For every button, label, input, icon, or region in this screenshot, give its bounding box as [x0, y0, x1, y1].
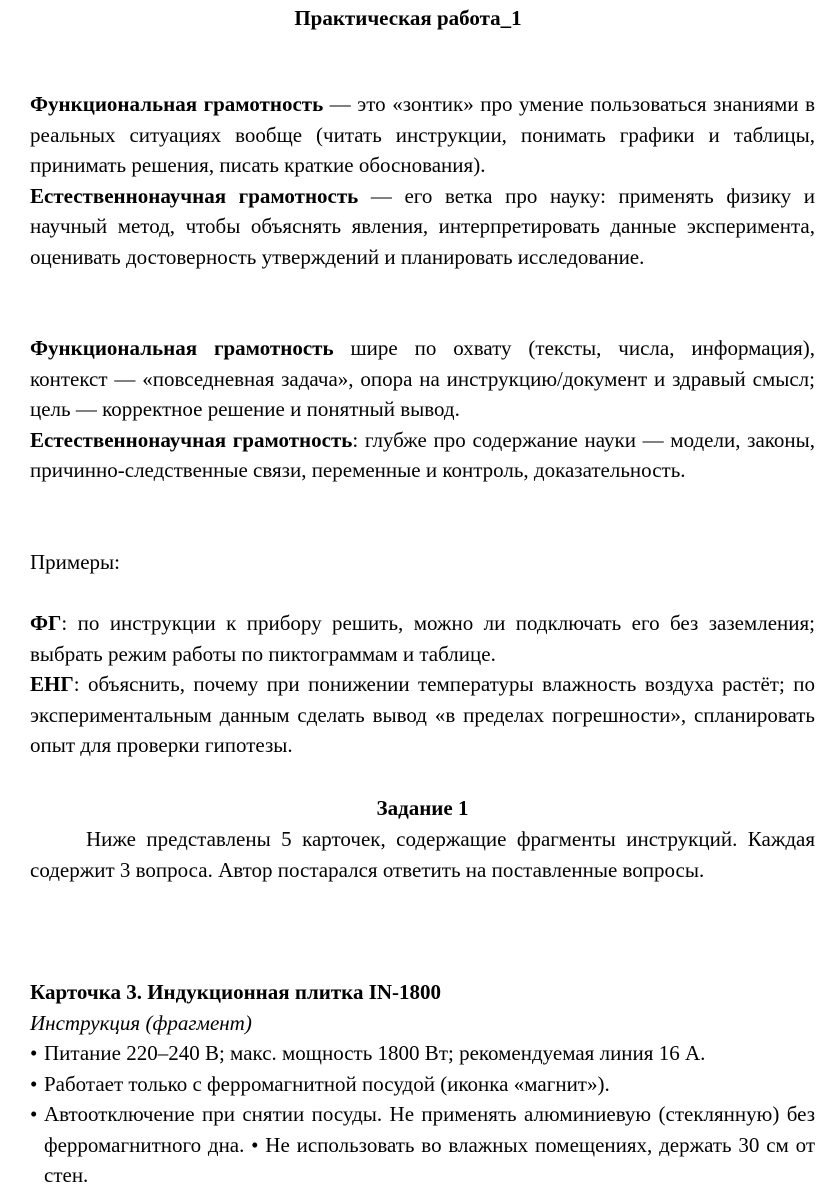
- intro-paragraph-2-text: — его ветка про науку: применять физику и научный метод, чтобы объяснять явления, интерпретировать данные эксперимента, оценивать достоверность утверждений и планировать исследование.: [30, 183, 815, 269]
- example-eng: [30, 669, 815, 761]
- compare-paragraph-1-text: шире по охвату (тексты, числа, информация), контекст — «повседневная задача», опора на инструкцию/документ и здравый смысл; цель — корректное решение и понятный вывод.: [30, 336, 815, 421]
- compare-paragraph-2: [30, 425, 815, 486]
- compare-paragraph-2-text: : глубже про содержание науки — модели, законы, причинно-следственные связи, переменные и контроль, доказательность.: [30, 427, 816, 482]
- term-functional-literacy: Функциональная грамотность: [30, 336, 334, 360]
- intro-paragraph-1-text: — это «зонтик» про умение пользоваться знаниями в реальных ситуациях вообще (читать инструкции, понимать графики и таблицы, принимать решения, писать краткие обоснования).: [30, 92, 815, 177]
- intro-paragraph-1: [30, 89, 815, 181]
- intro-section: [30, 89, 815, 272]
- card-heading: [30, 977, 815, 1008]
- card-bullet-1: • Питание 220–240 В; макс. мощность 1800 Вт; рекомендуемая линия 16 А.: [30, 1038, 815, 1069]
- term-fg: ФГ: [30, 611, 62, 635]
- task-heading-text: Задание 1: [376, 796, 469, 820]
- term-science-literacy: Естественнонаучная грамотность: [30, 183, 359, 208]
- term-science-literacy: Естественнонаучная грамотность: [30, 427, 353, 452]
- examples-section: [30, 608, 815, 761]
- term-eng: ЕНГ: [30, 672, 74, 696]
- compare-section: [30, 333, 815, 486]
- example-eng-text: : объяснить, почему при понижении температуры влажность воздуха растёт; по экспериментальным данным сделать вывод «в пределах погрешности», спланировать опыт для проверки гипотезы.: [30, 672, 815, 757]
- page-title: Практическая работа_1: [294, 6, 522, 30]
- term-functional-literacy: Функциональная грамотность: [30, 92, 324, 116]
- card-section: [30, 977, 815, 1191]
- example-fg-text: : по инструкции к прибору решить, можно ли подключать его без заземления; выбрать режим работы по пиктограммам и таблице.: [30, 611, 815, 666]
- card-bullet-3: • Автоотключение при снятии посуды. Не применять алюминиевую (стеклянную) без ферромагнитного дна. • Не использовать во влажных помещениях, держать 30 см от стен.: [30, 1099, 815, 1191]
- task-text: Ниже представлены 5 карточек, содержащие фрагменты инструкций. Каждая содержит 3 вопроса. Автор постарался ответить на поставленные вопросы.: [30, 827, 815, 882]
- task-heading: [30, 793, 815, 824]
- example-fg: [30, 608, 815, 669]
- card-subheading: Инструкция (фрагмент): [30, 1010, 252, 1035]
- card-heading-text: Карточка 3. Индукционная плитка IN-1800: [30, 980, 442, 1004]
- examples-heading: Примеры:: [30, 550, 120, 574]
- compare-paragraph-1: [30, 333, 815, 425]
- intro-paragraph-2: [30, 181, 815, 273]
- card-bullet-2: • Работает только с ферромагнитной посудой (иконка «магнит»).: [30, 1069, 815, 1100]
